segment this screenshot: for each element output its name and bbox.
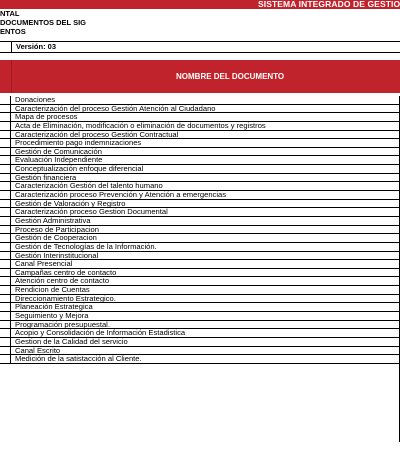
document-name: Acta de Eliminación, modificación o eliminación de documentos y registros (15, 120, 266, 130)
document-name: Seguimiento y Mejora (15, 311, 89, 321)
document-name: Atención centro de contacto (15, 276, 110, 286)
row-number-cell (0, 243, 11, 251)
row-number-cell (0, 174, 11, 182)
row-number-cell (0, 226, 11, 234)
documents-table (0, 96, 400, 364)
document-name: Gestión de Valoración y Registro (15, 198, 126, 208)
row-number-cell (0, 234, 11, 242)
document-name: Caracterización proceso Gestion Documental (15, 207, 168, 217)
document-name: Gestión Interinstitucional (15, 250, 99, 260)
document-name: Rendicion de Cuentas (15, 285, 90, 295)
document-name: Donaciones (15, 95, 56, 104)
document-name: Procedimiento pago indemnizaciones (15, 138, 142, 148)
document-name: Caracterización del proceso Gestión Contractual (15, 129, 179, 139)
row-number-cell (0, 165, 11, 173)
document-name: Caracterización del proceso Gestión Atención al Ciudadano (15, 103, 216, 113)
row-number-cell (0, 182, 11, 190)
row-number-cell (0, 131, 11, 139)
document-name: Planeación Estrategica (15, 302, 93, 312)
row-number-cell (0, 312, 11, 320)
row-number-cell (0, 286, 11, 294)
row-number-cell (0, 321, 11, 329)
document-name: Canal Presencial (15, 259, 73, 269)
document-name: Gestión de Comunicación (15, 146, 102, 156)
cell-divider (11, 60, 12, 93)
document-name: Conceptualización enfoque diferencial (15, 164, 144, 174)
row-number-cell (0, 200, 11, 208)
row-number-cell (0, 338, 11, 346)
document-name: Medición de la satistacción al Cliente. (15, 354, 142, 364)
document-name: Gestión Administrativa (15, 215, 91, 225)
column-header: NOMBRE DEL DOCUMENTO (176, 72, 285, 81)
meta-line-3: ENTOS (0, 27, 26, 36)
row-number-cell (0, 122, 11, 130)
document-name: Gestión de Cooperacion (15, 233, 97, 243)
document-name: Gestión de Tecnologías de la Información. (15, 241, 157, 251)
row-number-cell (0, 260, 11, 268)
document-name: Campañas centro de contacto (15, 267, 117, 277)
row-number-cell (0, 96, 11, 104)
document-name: Evaluación Independiente (15, 155, 103, 165)
document-name: Proceso de Participacion (15, 224, 99, 234)
row-number-cell (0, 303, 11, 311)
row-number-cell (0, 295, 11, 303)
meta-line-2: DOCUMENTOS DEL SIG (0, 18, 86, 27)
version-label: Versión: 03 (16, 42, 57, 51)
row-number-cell (0, 139, 11, 147)
banner-bar (0, 0, 400, 9)
row-number-cell (0, 252, 11, 260)
table-row[interactable] (0, 355, 400, 364)
row-number-cell (0, 277, 11, 285)
document-name: Acopio y Consolidación de Información Estadistica (15, 328, 186, 338)
row-number-cell (0, 148, 11, 156)
row-number-cell (0, 347, 11, 355)
row-number-cell (0, 329, 11, 337)
document-name: Caracterización Gestión del talento humano (15, 181, 163, 191)
row-number-cell (0, 105, 11, 113)
row-number-cell (0, 217, 11, 225)
meta-line-1: NTAL (0, 9, 20, 18)
document-name: Programación presupuestal. (15, 319, 110, 329)
row-number-cell (0, 156, 11, 164)
document-name: Gestión financiera (15, 172, 77, 182)
row-number-cell (0, 269, 11, 277)
version-row (0, 41, 400, 53)
cell-divider (11, 42, 12, 52)
document-name: Direccionamiento Estrategico. (15, 293, 116, 303)
row-number-cell (0, 355, 11, 363)
banner-title: SISTEMA INTEGRADO DE GESTIO (258, 0, 400, 9)
document-name: Mapa de procesos (15, 112, 78, 122)
column-header-band (0, 60, 400, 93)
row-number-cell (0, 191, 11, 199)
row-number-cell (0, 113, 11, 121)
document-name: Caracterización proceso Prevención y Atención a emergencias (15, 190, 227, 200)
row-number-cell (0, 208, 11, 216)
document-name: Gestion de la Calidad del servicio (15, 336, 128, 346)
document-name: Canal Escrito (15, 345, 61, 355)
